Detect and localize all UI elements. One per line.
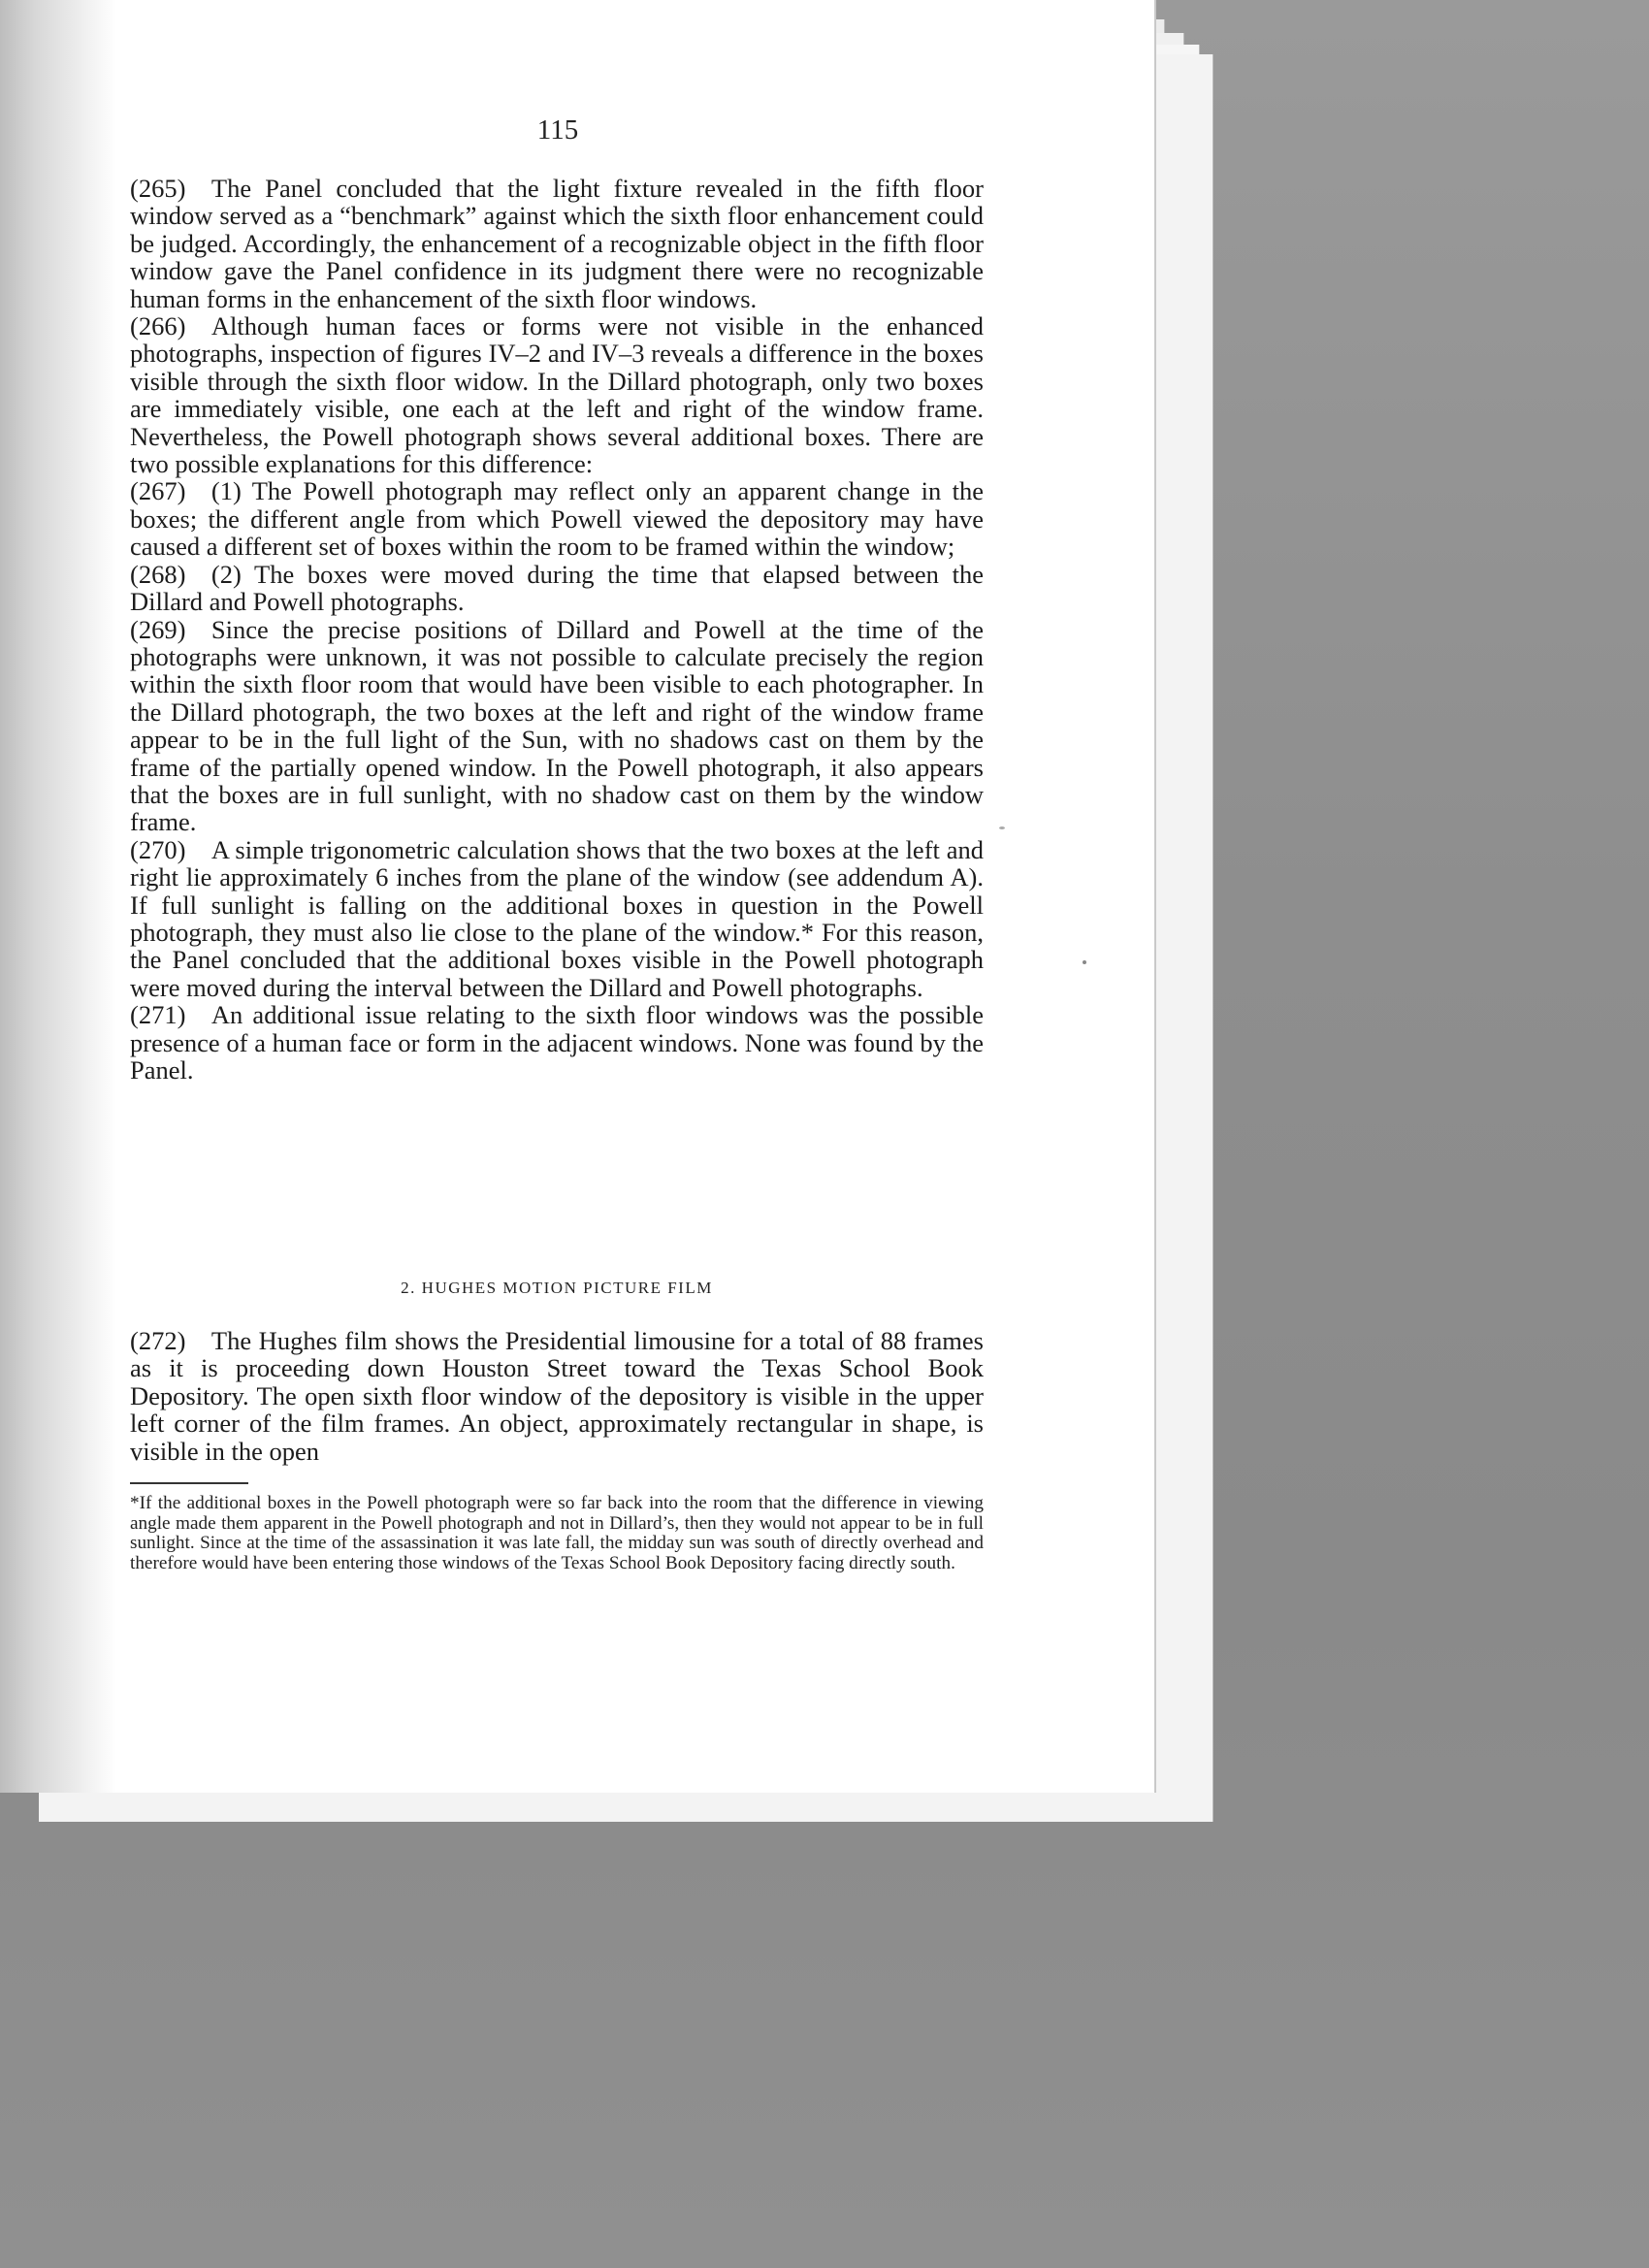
paragraph-269: (269) Since the precise positions of Dillard and Powell at the time of the photographs were unknown, it was not possible to calculate precisely the region within the sixth floor room that would have been visible to each photographer. In the Dillard photograph, the two boxes at the left and right of the window frame appear to be in the full light of the Sun, with no shadows cast on them by the frame of the partially opened window. In the Powell photograph, it also appears that the boxes are in full sunlight, with no shadow cast on them by the window frame. xyxy=(130,614,984,837)
paragraph-268: (268) (2) The boxes were moved during the time that elapsed between the Dillard and Powell photographs. xyxy=(130,559,984,617)
paragraph-267: (267) (1) The Powell photograph may reflect only an apparent change in the boxes; the different angle from which Powell viewed the depository may have caused a different set of boxes within the room to be framed within the window; xyxy=(130,476,984,562)
paragraph-265: (265) The Panel concluded that the light fixture revealed in the fifth floor window served as a “benchmark” against which the sixth floor enhancement could be judged. Accordingly, the enhancement of a recognizable object in the fifth floor window gave the Panel confidence in its judgment there were no recognizable human forms in the enhancement of the sixth floor windows. xyxy=(130,174,984,313)
section-heading: 2. HUGHES MOTION PICTURE FILM xyxy=(401,1279,713,1297)
paragraph-271: (271) An additional issue relating to the sixth floor windows was the possible presence of a human face or form in the adjacent windows. None was found by the Panel. xyxy=(130,1000,984,1085)
paragraph-270: (270) A simple trigonometric calculation shows that the two boxes at the left and right lie approximately 6 inches from the plane of the window (see addendum A). If full sunlight is falling on the additional boxes in question in the Powell photograph, they must also lie close to the plane of the window.* For this reason, the Panel concluded that the additional boxes visible in the Powell photograph were moved during the interval between the Dillard and Powell photographs. xyxy=(130,834,984,1002)
body-text xyxy=(130,175,984,1084)
paragraph-272: (272) The Hughes film shows the Presidential limousine for a total of 88 frames as it is proceeding down Houston Street toward the Texas School Book Depository. The open sixth floor window of the depository is visible in the upper left corner of the film frames. An object, approximately rectangular in shape, is visible in the open xyxy=(130,1326,984,1466)
page-binding-shadow xyxy=(0,0,116,1793)
scan-speck xyxy=(999,826,1005,829)
footnote-divider xyxy=(130,1482,248,1484)
page-number: 115 xyxy=(536,114,579,146)
section-body xyxy=(130,1327,984,1465)
footnote: *If the additional boxes in the Powell photograph were so far back into the room that the difference in viewing angle made them apparent in the Powell photograph and not in Dillard’s, then they would not appear to be in full sunlight. Since at the time of the assassination it was late fall, the midday sun was south of directly overhead and therefore would have been entering those windows of the Texas School Book Depository facing directly south. xyxy=(130,1493,984,1574)
paragraph-266: (266) Although human faces or forms were not visible in the enhanced photographs, inspection of figures IV–2 and IV–3 reveals a difference in the boxes visible through the sixth floor widow. In the Dillard photograph, only two boxes are immediately visible, one each at the left and right of the window frame. Nevertheless, the Powell photograph shows several additional boxes. There are two possible explanations for this difference: xyxy=(130,311,984,479)
scan-speck xyxy=(1083,960,1086,964)
